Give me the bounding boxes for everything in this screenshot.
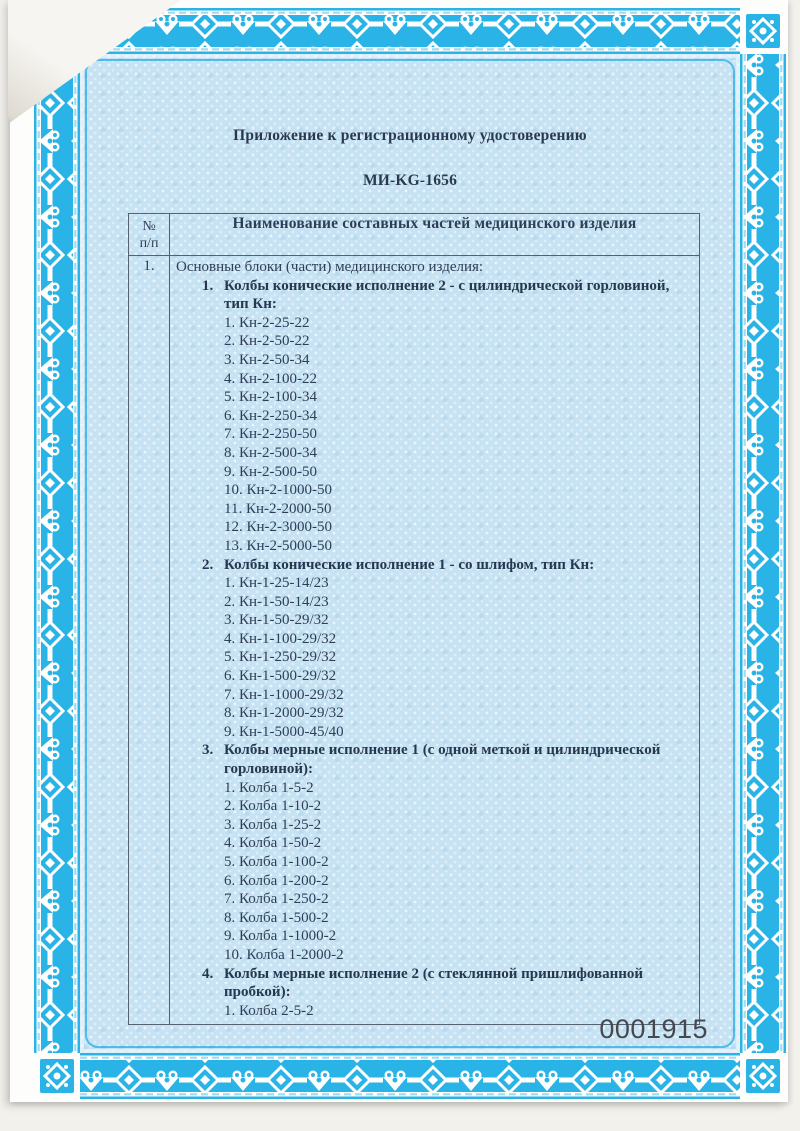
list-item: 6. Кн-1-500-29/32	[224, 668, 337, 685]
list-item: 1. Колба 2-5-2	[224, 1002, 314, 1019]
list-item: 3. Кн-2-50-34	[224, 351, 310, 368]
list-item: 8. Колба 1-500-2	[224, 909, 329, 926]
list-item: 5. Кн-1-250-29/32	[224, 649, 337, 666]
group-number: 2.	[202, 556, 214, 573]
group-heading	[202, 277, 691, 314]
component-group	[176, 741, 691, 964]
list-item: 11. Кн-2-2000-50	[224, 500, 332, 517]
component-groups	[176, 277, 691, 1021]
list-item: 5. Кн-2-100-34	[224, 389, 318, 406]
component-group	[176, 556, 691, 742]
list-item: 2. Колба 1-10-2	[224, 798, 322, 815]
list-item: 6. Колба 1-200-2	[224, 872, 329, 889]
column-header-name: Наименование составных частей медицинского изделия	[170, 214, 700, 256]
list-item: 10. Колба 1-2000-2	[224, 946, 344, 963]
list-item: 7. Кн-2-250-50	[224, 426, 318, 443]
group-item-list	[224, 574, 691, 741]
list-item: 3. Кн-1-50-29/32	[224, 612, 329, 629]
group-number: 1.	[202, 277, 214, 294]
group-title: Колбы мерные исполнение 2 (с стеклянной пришлифованной пробкой):	[224, 965, 644, 1001]
number-header-line1: №	[142, 219, 156, 234]
list-item: 9. Колба 1-1000-2	[224, 928, 337, 945]
component-group	[176, 965, 691, 1021]
serial-number: 0001915	[599, 1014, 708, 1044]
list-item: 2. Кн-1-50-14/23	[224, 593, 329, 610]
list-item: 9. Кн-1-5000-45/40	[224, 723, 344, 740]
list-item: 7. Колба 1-250-2	[224, 891, 329, 908]
paper-area	[80, 54, 740, 1053]
components-table	[128, 213, 700, 1025]
table-row	[129, 256, 700, 1025]
list-item: 7. Кн-1-1000-29/32	[224, 686, 344, 703]
list-item: 9. Кн-2-500-50	[224, 463, 318, 480]
list-item: 6. Кн-2-250-34	[224, 407, 318, 424]
component-group	[176, 277, 691, 556]
table-header-row	[129, 214, 700, 256]
group-heading	[202, 741, 691, 778]
group-title: Колбы мерные исполнение 1 (с одной меткой и цилиндрической горловиной):	[224, 742, 661, 778]
group-heading	[202, 965, 691, 1002]
list-item: 5. Колба 1-100-2	[224, 854, 329, 870]
list-item: 1. Колба 1-5-2	[224, 779, 314, 796]
document-title: Приложение к регистрационному удостоверению	[233, 127, 587, 144]
list-item: 4. Кн-1-100-29/32	[224, 630, 337, 647]
list-item: 1. Кн-1-25-14/23	[224, 575, 329, 592]
row-content-cell	[170, 256, 700, 1025]
group-title: Колбы конические исполнение 2 - с цилиндрической горловиной, тип Кн:	[224, 277, 670, 313]
list-item: 10. Кн-2-1000-50	[224, 482, 333, 499]
number-header-line2: п/п	[139, 236, 159, 251]
row-number-cell: 1.	[129, 256, 170, 1025]
list-item: 12. Кн-2-3000-50	[224, 519, 333, 536]
registration-number: МИ-KG-1656	[362, 172, 458, 189]
list-item: 4. Кн-2-100-22	[224, 370, 318, 387]
group-item-list	[224, 779, 691, 965]
column-header-number	[129, 214, 170, 256]
list-item: 8. Кн-1-2000-29/32	[224, 705, 344, 722]
group-title: Колбы конические исполнение 1 - со шлифом, тип Кн:	[224, 556, 595, 573]
certificate-page	[10, 0, 788, 1102]
list-item: 1. Кн-2-25-22	[224, 314, 310, 331]
group-number: 3.	[202, 742, 214, 759]
group-item-list	[224, 314, 691, 556]
row-intro-text: Основные блоки (части) медицинского изделия:	[176, 259, 484, 275]
group-number: 4.	[202, 965, 214, 982]
list-item: 2. Кн-2-50-22	[224, 333, 310, 350]
list-item: 8. Кн-2-500-34	[224, 444, 318, 461]
list-item: 3. Колба 1-25-2	[224, 816, 322, 833]
group-heading	[202, 556, 691, 575]
list-item: 13. Кн-2-5000-50	[224, 537, 333, 554]
list-item: 4. Колба 1-50-2	[224, 835, 322, 852]
